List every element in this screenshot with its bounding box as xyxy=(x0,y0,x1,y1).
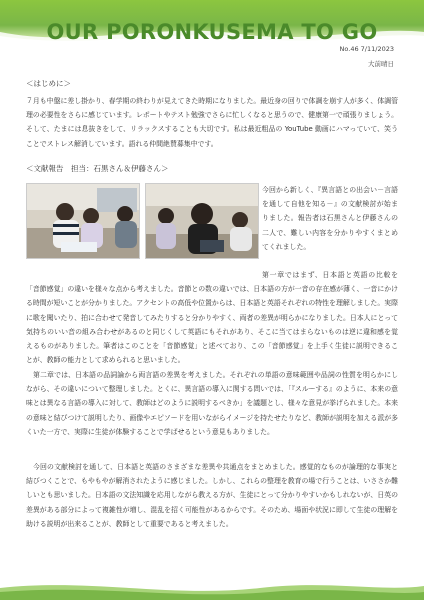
intro-heading: ＜はじめに＞ xyxy=(26,79,71,88)
intro-body: ７月も中盤に差し掛かり、春学期の終わりが見えてきた時期になりました。最近身の回りで体調を崩す人が多く、体調管理の必要性をさらに感じています。レポートやテスト勉強でさらに忙しくなると思うので、健康第一で頑張りましょう。そして、たまには息抜きをして、リラックスすることも大切です。私は最近粗品の YouTube 動画にハマっていて、笑うことでストレス解消しています。語れる仲間絶賛募集中です。 xyxy=(26,97,398,148)
author-name: 大前晴日 xyxy=(368,60,394,68)
newsletter-title: OUR PORONKUSEMA TO GO xyxy=(46,20,378,44)
classroom-photo-2-image xyxy=(146,184,259,259)
issue-number: No.46 7/11/2023 xyxy=(339,45,394,53)
report-chapter-1: 第一章ではまず、日本語と英語の比較を「音節感覚」の違いを様々な点から考えました。音節との数の違いでは、日本語の方が一音の存在感が薄く、一音にかける時間が短いことが分かりました。アクセントの高低や位置からは、日本語と英語それぞれの特性を理解しました。実際に歌を聞いたり、拍に合わせて発音してみたりすると分かりやすく、両者の差異が明らかになりました。日本人にとって気持ちのいい音の組み合わせがあるのと同じくして英語にもそれがあり、そこに当てはまらないものは逆に違和感を覚えるものがありました。筆者はこのことを「音節感覚」と述べており、この「音節感覚」を上手く生徒に説明できることが、教師の能力として求められると思いました。 xyxy=(26,271,398,365)
presentation-photo-2 xyxy=(145,183,259,259)
report-chapter-2: 第二章では、日本語の品詞論から両言語の差異を考えました。それぞれの単語の意味範囲や品詞の性質を明らかにしながら、その違いについて整理しました。とくに、異言語の導入に関する問いでは、「『スルーする』のように、本来の意味とは異なる言語の導入に対して、教師はどのように説明するべきか」を議題とし、様々な意見が挙げられました。本来の意味と結びつけて説明したり、画像やエピソードを用いながらイメージを持たせたりなど、教師が説明を加える派が多くいた一方で、実際に生徒が体験することで学ばせるという意見もありました。 xyxy=(26,371,398,436)
classroom-photo-1-image xyxy=(27,184,140,259)
report-intro-side: 今回から新しく、『異言語との出会い－言語を通して自他を知る－』の文献検討が始まりました。報告者は石黒さんと伊藤さんの二人で、難しい内容を分かりやすくまとめてくれました。 xyxy=(262,186,398,251)
report-heading: ＜文献報告 担当：石黒さん＆伊藤さん＞ xyxy=(26,164,169,173)
presentation-photo-1 xyxy=(26,183,140,259)
report-summary: 今回の文献検討を通して、日本語と英語のさまざまな差異や共通点をまとめました。感覚的なものが論理的な事実と結びつくことで、もやもやが解消されたように感じました。しかし、これらの整理を教育の場で行うことは、いささか難しいとも思いました。日本語の文法知識を応用しながら教える方が、生徒にとって分かりやすいかもしれないが、日英の差異がある部分によって複雑性が増し、混乱を招く可能性があるからです。そのため、場面や状況に即して生徒の理解を助ける説明が出来ることが、教師として重要であると考えました。 xyxy=(26,463,398,528)
footer-wave-decoration xyxy=(0,578,424,600)
